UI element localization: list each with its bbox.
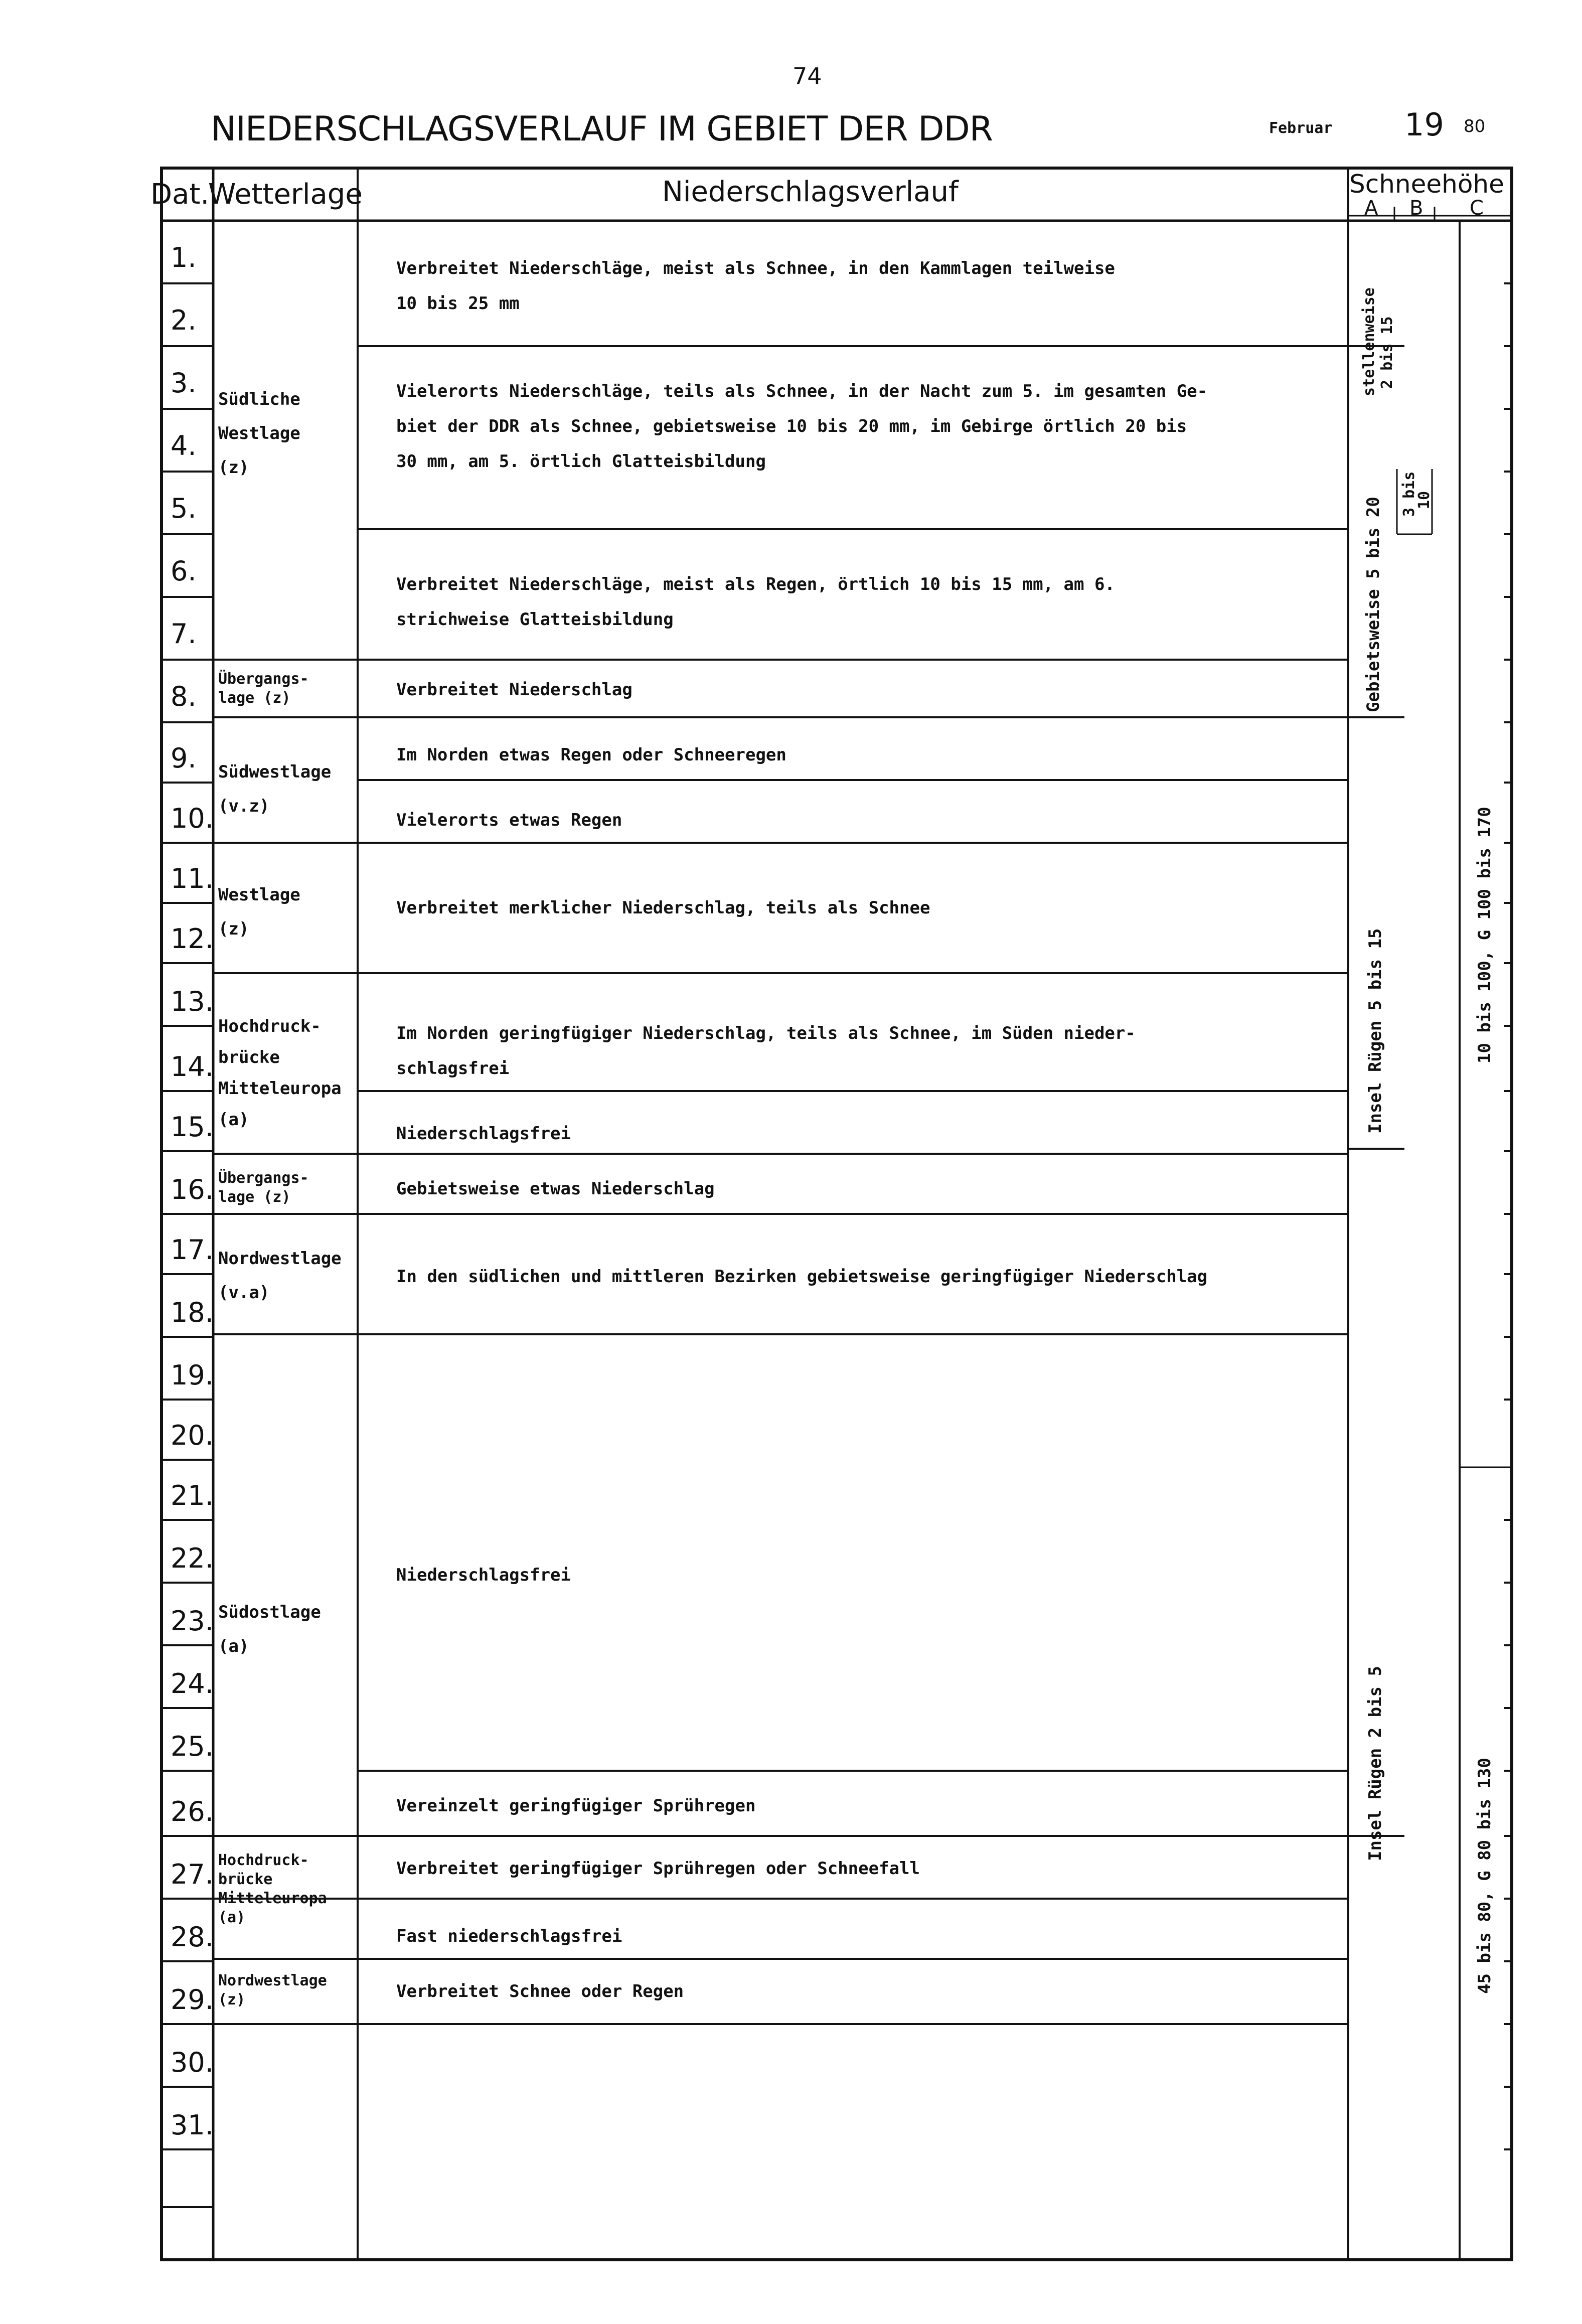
snow-c-note-1: 10 bis 100, G 100 bis 170 <box>1475 807 1495 1063</box>
header-snow-b: B <box>1409 197 1423 220</box>
snow-b-note-1-line2: 10 <box>1415 491 1433 509</box>
precip-day-27: Verbreitet geringfügiger Sprühregen oder Schneefall <box>396 1858 920 1879</box>
precip-day-26: Vereinzelt geringfügiger Sprühregen <box>396 1796 756 1816</box>
day-5: 5. <box>171 493 197 524</box>
day-8: 8. <box>171 681 197 712</box>
day-31: 31. <box>171 2109 214 2141</box>
day-14: 14. <box>171 1051 214 1082</box>
weather-transition-1: Übergangs- lage (z) <box>218 670 309 707</box>
precip-days-19-25: Niederschlagsfrei <box>396 1565 571 1585</box>
header-snow: Schneehöhe <box>1349 170 1504 199</box>
header-date: Dat. <box>150 178 210 211</box>
precip-day-9: Im Norden etwas Regen oder Schneeregen <box>396 745 786 765</box>
day-7: 7. <box>171 618 197 650</box>
weather-southeast: Südostlage (a) <box>218 1602 321 1656</box>
header-snow-c: C <box>1470 197 1484 220</box>
page-number: 74 <box>793 63 822 90</box>
day-9: 9. <box>171 742 197 774</box>
day-11: 11. <box>171 863 214 894</box>
precip-days-1-2: Verbreitet Niederschläge, meist als Schnee, in den Kammlagen teilweise 10 bis 25 mm <box>396 258 1115 314</box>
precip-days-13-14: Im Norden geringfügiger Niederschlag, teils als Schnee, im Süden nieder- schlagsfrei <box>396 1023 1136 1078</box>
day-26: 26. <box>171 1796 214 1827</box>
precip-day-15: Niederschlagsfrei <box>396 1124 571 1144</box>
year-suffix: 80 <box>1464 116 1486 136</box>
day-17: 17. <box>171 1234 214 1266</box>
day-24: 24. <box>171 1668 214 1699</box>
day-10: 10. <box>171 803 214 834</box>
day-16: 16. <box>171 1174 214 1205</box>
day-27: 27. <box>171 1858 214 1890</box>
day-12: 12. <box>171 923 214 955</box>
precip-day-28: Fast niederschlagsfrei <box>396 1926 622 1946</box>
header-weather: Wetterlage <box>208 178 363 211</box>
day-19: 19. <box>171 1359 214 1391</box>
snow-a-note-2: Gebietsweise 5 bis 20 <box>1363 497 1383 712</box>
year-prefix: 19 <box>1404 106 1444 143</box>
weather-highbridge-1: Hochdruck- brücke Mitteleuropa (a) <box>218 1016 342 1130</box>
weather-southwest-1: Südliche Westlage (z) <box>218 389 300 478</box>
header-precip: Niederschlagsverlauf <box>662 176 959 208</box>
day-25: 25. <box>171 1731 214 1762</box>
month-label: Februar <box>1269 119 1333 137</box>
snow-a-note-3: Insel Rügen 5 bis 15 <box>1365 928 1385 1134</box>
day-4: 4. <box>171 430 197 461</box>
day-6: 6. <box>171 555 197 587</box>
weather-transition-2: Übergangs- lage (z) <box>218 1169 309 1206</box>
page-title: NIEDERSCHLAGSVERLAUF IM GEBIET DER DDR <box>211 109 993 149</box>
weather-southwest-2: Südwestlage (v.z) <box>218 762 332 816</box>
precip-day-16: Gebietsweise etwas Niederschlag <box>396 1179 715 1199</box>
snow-a-note-1-line2: 2 bis 15 <box>1378 316 1396 389</box>
day-18: 18. <box>171 1297 214 1328</box>
precip-days-6-7: Verbreitet Niederschläge, meist als Regen, örtlich 10 bis 15 mm, am 6. strichweise Glatteisbildung <box>396 574 1115 630</box>
day-20: 20. <box>171 1420 214 1451</box>
weather-west: Westlage (z) <box>218 885 300 939</box>
precip-day-29: Verbreitet Schnee oder Regen <box>396 1981 684 2001</box>
snow-b-note-1-line1: 3 bis <box>1400 471 1418 517</box>
day-21: 21. <box>171 1480 214 1511</box>
precip-days-17-18: In den südlichen und mittleren Bezirken gebietsweise geringfügiger Niederschlag <box>396 1267 1208 1287</box>
weather-northwest-2: Nordwestlage (z) <box>218 1972 327 2008</box>
day-15: 15. <box>171 1111 214 1143</box>
precip-day-10: Vielerorts etwas Regen <box>396 810 622 830</box>
day-28: 28. <box>171 1921 214 1953</box>
snow-a-note-4: Insel Rügen 2 bis 5 <box>1365 1666 1385 1861</box>
day-13: 13. <box>171 986 214 1017</box>
precip-days-3-5: Vielerorts Niederschläge, teils als Schnee, in der Nacht zum 5. im gesamten Ge- biet der DDR als Schnee, gebietsweise 10 bis 20 mm, im Gebirge örtlich 20 bis 30 mm, am 5. örtlich Glatteisbildung <box>396 381 1208 472</box>
day-23: 23. <box>171 1605 214 1637</box>
day-29: 29. <box>171 1984 214 2016</box>
day-30: 30. <box>171 2047 214 2078</box>
day-1: 1. <box>171 242 197 273</box>
day-22: 22. <box>171 1542 214 1574</box>
snow-c-note-2: 45 bis 80, G 80 bis 130 <box>1475 1758 1495 1994</box>
day-2: 2. <box>171 304 197 336</box>
weather-highbridge-2: Hochdruck- brücke Mitteleuropa (a) <box>218 1851 327 1926</box>
day-3: 3. <box>171 367 197 399</box>
precip-day-8: Verbreitet Niederschlag <box>396 680 632 700</box>
snow-a-note-1-line1: stellenweise <box>1360 287 1378 396</box>
precip-days-11-12: Verbreitet merklicher Niederschlag, teils als Schnee <box>396 898 930 918</box>
header-snow-a: A <box>1364 197 1378 220</box>
weather-northwest-1: Nordwestlage (v.a) <box>218 1249 342 1303</box>
